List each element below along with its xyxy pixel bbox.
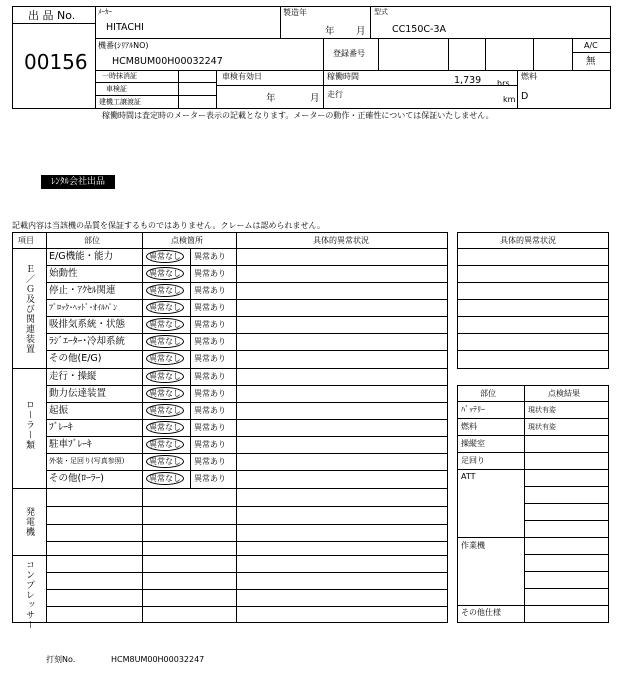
group-roller: ローラー類: [24, 400, 34, 450]
ok-oval: 異常なし: [146, 335, 184, 348]
ng-label: 異常あり: [194, 406, 226, 415]
col-part-header: 部位: [84, 236, 100, 245]
year-unit-month: 月: [356, 26, 366, 37]
km-unit: km: [503, 95, 516, 104]
engine-row-5: ﾗｼﾞｴｰﾀｰ･冷却系統: [49, 336, 126, 347]
ng-label: 異常あり: [194, 252, 226, 261]
disclaimer-text: 記載内容は当該機の品質を保証するものではありません。クレームは認められません。: [12, 221, 325, 230]
engine-row-3: ﾌﾞﾛｯｸ･ﾍｯﾄﾞ･ｵｲﾙﾊﾟﾝ: [49, 303, 117, 312]
stamp-label: 打刻No.: [46, 655, 76, 664]
ok-oval: 異常なし: [146, 455, 184, 468]
work-device-label: 作業機: [461, 541, 485, 550]
serial-value: HCM8UM00H00032247: [112, 56, 223, 67]
ng-label: 異常あり: [194, 423, 226, 432]
roller-row-6: その他(ﾛｰﾗｰ): [49, 473, 104, 484]
battery-value: 現状有姿: [528, 406, 556, 414]
ok-oval: 異常なし: [146, 318, 184, 331]
lot-number: 00156: [24, 50, 88, 74]
att-label: ATT: [461, 472, 476, 481]
serial-label: 機番(ｼﾘｱﾙNO): [98, 41, 149, 50]
ok-oval: 異常なし: [146, 301, 184, 314]
ok-oval: 異常なし: [146, 284, 184, 297]
reg-label: 登録番号: [333, 49, 365, 58]
group-engine: Ｅ／Ｇ及び関連装置: [24, 264, 34, 354]
engine-row-2: 停止・ｱｸｾﾙ関連: [49, 285, 116, 296]
ok-oval: 異常なし: [146, 370, 184, 383]
fuel-row-label: 燃料: [461, 422, 477, 431]
ok-oval: 異常なし: [146, 250, 184, 263]
roller-row-5: 外装・足回り(写真参照): [49, 457, 125, 465]
col-item-header: 項目: [18, 236, 34, 245]
fuel-label: 燃料: [521, 72, 537, 81]
engine-row-4: 吸排気系統・状態: [49, 319, 126, 330]
maker-label: ﾒｰｶｰ: [98, 8, 112, 16]
engine-row-6: その他(E/G): [49, 353, 102, 364]
ng-label: 異常あり: [194, 457, 226, 466]
roller-row-4: 駐車ﾌﾞﾚｰｷ: [49, 439, 92, 450]
temp-cert-label: 一時抹消証: [102, 72, 137, 80]
inspection-year-unit: 年: [266, 93, 276, 104]
year-label: 製造年: [283, 8, 307, 17]
battery-label: ﾊﾞｯﾃﾘｰ: [461, 405, 485, 414]
model-label: 型式: [374, 8, 388, 16]
travel-label: 走行: [327, 90, 343, 99]
ng-label: 異常あり: [194, 389, 226, 398]
roller-row-1: 動力伝達装置: [49, 388, 107, 399]
ng-label: 異常あり: [194, 337, 226, 346]
engine-row-1: 始動性: [49, 268, 78, 279]
col-detail-header: 具体的異常状況: [313, 236, 369, 245]
ng-label: 異常あり: [194, 440, 226, 449]
ng-label: 異常あり: [194, 474, 226, 483]
hours-value: 1,739: [454, 75, 482, 86]
ok-oval: 異常なし: [146, 472, 184, 485]
cab-label: 操縦室: [461, 439, 485, 448]
rental-badge: ﾚﾝﾀﾙ会社出品: [41, 175, 115, 189]
roller-row-2: 起振: [49, 405, 69, 416]
vehicle-cert-label: 車検証: [106, 85, 127, 93]
group-compressor: コンプレッサー: [24, 560, 34, 630]
hours-unit: hrs: [497, 79, 510, 88]
group-generator: 発電機: [24, 507, 34, 537]
ng-label: 異常あり: [194, 372, 226, 381]
right-col-part: 部位: [480, 389, 496, 398]
undercarriage-label: 足回り: [461, 456, 485, 465]
ng-label: 異常あり: [194, 303, 226, 312]
ok-oval: 異常なし: [146, 421, 184, 434]
right-detail-table: [457, 232, 609, 369]
ng-label: 異常あり: [194, 320, 226, 329]
hours-label: 稼働時間: [327, 72, 359, 81]
maker-value: HITACHI: [106, 22, 144, 33]
ok-oval: 異常なし: [146, 352, 184, 365]
roller-row-0: 走行・操縦: [49, 371, 97, 382]
hours-note: 稼働時間は査定時のメーター表示の記載となります。メーターの動作・正確性については保証いたしません。: [102, 111, 494, 120]
model-value: CC150C-3A: [392, 24, 447, 35]
ok-oval: 異常なし: [146, 438, 184, 451]
ng-label: 異常あり: [194, 269, 226, 278]
ac-value: 無: [586, 56, 596, 67]
worker-cert-label: 建機工譲渡証: [99, 98, 141, 106]
right-col-result: 点検結果: [548, 389, 580, 398]
roller-row-3: ﾌﾞﾚｰｷ: [49, 422, 73, 433]
inspection-label: 車検有効日: [222, 72, 262, 81]
ok-oval: 異常なし: [146, 387, 184, 400]
inspection-month-unit: 月: [310, 93, 320, 104]
fuel-value: D: [521, 91, 529, 102]
ng-label: 異常あり: [194, 354, 226, 363]
ng-label: 異常あり: [194, 286, 226, 295]
other-spec-label: その他仕様: [461, 608, 501, 617]
ok-oval: 異常なし: [146, 404, 184, 417]
col-check-header: 点検箇所: [171, 236, 203, 245]
ac-label: A/C: [584, 41, 598, 50]
stamp-value: HCM8UM00H00032247: [111, 655, 205, 664]
lot-label: 出 品 No.: [28, 9, 76, 22]
right-detail-header: 具体的異常状況: [500, 236, 556, 245]
engine-row-0: E/G機能・能力: [49, 251, 114, 262]
ok-oval: 異常なし: [146, 267, 184, 280]
year-unit-year: 年: [325, 26, 335, 37]
fuel-row-value: 現状有姿: [528, 423, 556, 431]
